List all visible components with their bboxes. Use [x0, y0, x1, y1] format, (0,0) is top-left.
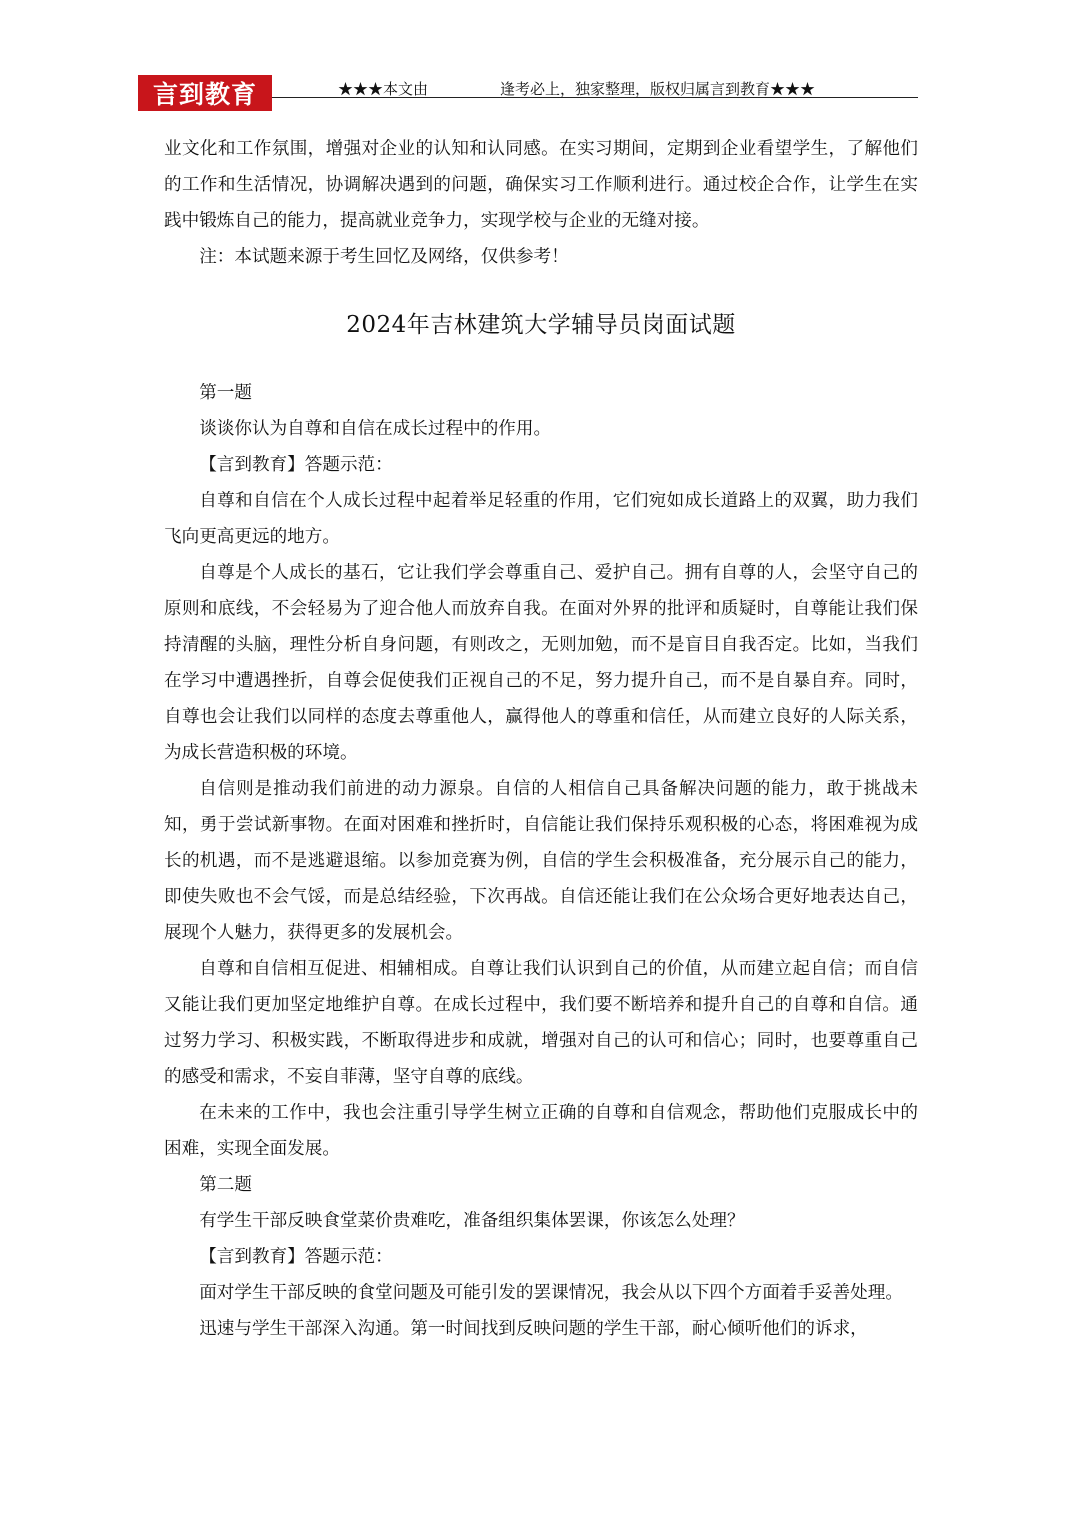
q2-question: 有学生干部反映食堂菜价贵难吃，准备组织集体罢课，你该怎么处理？ — [199, 1211, 745, 1231]
page-header — [138, 75, 918, 111]
intro-continuation: 业文化和工作氛围，增强对企业的认知和认同感。在实习期间，定期到企业看望学生，了解他们的工作和生活情况，协调解决遇到的问题，确保实习工作顺利进行。通过校企合作，让学生在实践中锻炼自己的能力，提高就业竞争力，实现学校与企业的无缝对接。 — [164, 139, 918, 231]
q1-paragraph: 自信则是推动我们前进的动力源泉。自信的人相信自己具备解决问题的能力，敢于挑战未知，勇于尝试新事物。在面对困难和挫折时，自信能让我们保持乐观积极的心态，将困难视为成长的机遇，而不是逃避退缩。以参加竞赛为例，自信的学生会积极准备，充分展示自己的能力，即使失败也不会气馁，而是总结经验，下次再战。自信还能让我们在公众场合更好地表达自己，展现个人魅力，获得更多的发展机会。 — [164, 779, 918, 943]
brand-logo: 言到教育 — [138, 75, 272, 111]
page-title: 2024年吉林建筑大学辅导员岗面试题 — [346, 312, 736, 338]
q1-label: 第一题 — [199, 383, 252, 403]
document-body — [164, 131, 918, 1347]
q1-paragraph: 在未来的工作中，我也会注重引导学生树立正确的自尊和自信观念，帮助他们克服成长中的困难，实现全面发展。 — [164, 1103, 918, 1159]
q2-paragraph: 面对学生干部反映的食堂问题及可能引发的罢课情况，我会从以下四个方面着手妥善处理。 — [199, 1283, 903, 1303]
q1-paragraph: 自尊和自信相互促进、相辅相成。自尊让我们认识到自己的价值，从而建立起自信；而自信又能让我们更加坚定地维护自尊。在成长过程中，我们要不断培养和提升自己的自尊和自信。通过努力学习、积极实践，不断取得进步和成就，增强对自己的认可和信心；同时，也要尊重自己的感受和需求，不妄自菲薄，坚守自尊的底线。 — [164, 959, 918, 1087]
q1-answer-label: 【言到教育】答题示范： — [199, 455, 393, 475]
header-right-text: 逢考必上，独家整理，版权归属言到教育★★★ — [500, 80, 816, 98]
q1-paragraph: 自尊是个人成长的基石，它让我们学会尊重自己、爱护自己。拥有自尊的人，会坚守自己的原则和底线，不会轻易为了迎合他人而放弃自我。在面对外界的批评和质疑时，自尊能让我们保持清醒的头脑，理性分析自身问题，有则改之，无则加勉，而不是盲目自我否定。比如，当我们在学习中遭遇挫折，自尊会促使我们正视自己的不足，努力提升自己，而不是自暴自弃。同时，自尊也会让我们以同样的态度去尊重他人，赢得他人的尊重和信任，从而建立良好的人际关系，为成长营造积极的环境。 — [164, 563, 918, 763]
q1-paragraph: 自尊和自信在个人成长过程中起着举足轻重的作用，它们宛如成长道路上的双翼，助力我们飞向更高更远的地方。 — [164, 491, 918, 547]
q2-paragraph: 迅速与学生干部深入沟通。第一时间找到反映问题的学生干部，耐心倾听他们的诉求， — [199, 1319, 868, 1339]
q2-label: 第二题 — [199, 1175, 252, 1195]
header-left-text: ★★★本文由 — [338, 80, 429, 98]
q2-answer-label: 【言到教育】答题示范： — [199, 1247, 393, 1267]
source-note: 注：本试题来源于考生回忆及网络，仅供参考！ — [199, 247, 569, 267]
q1-question: 谈谈你认为自尊和自信在成长过程中的作用。 — [199, 419, 552, 439]
